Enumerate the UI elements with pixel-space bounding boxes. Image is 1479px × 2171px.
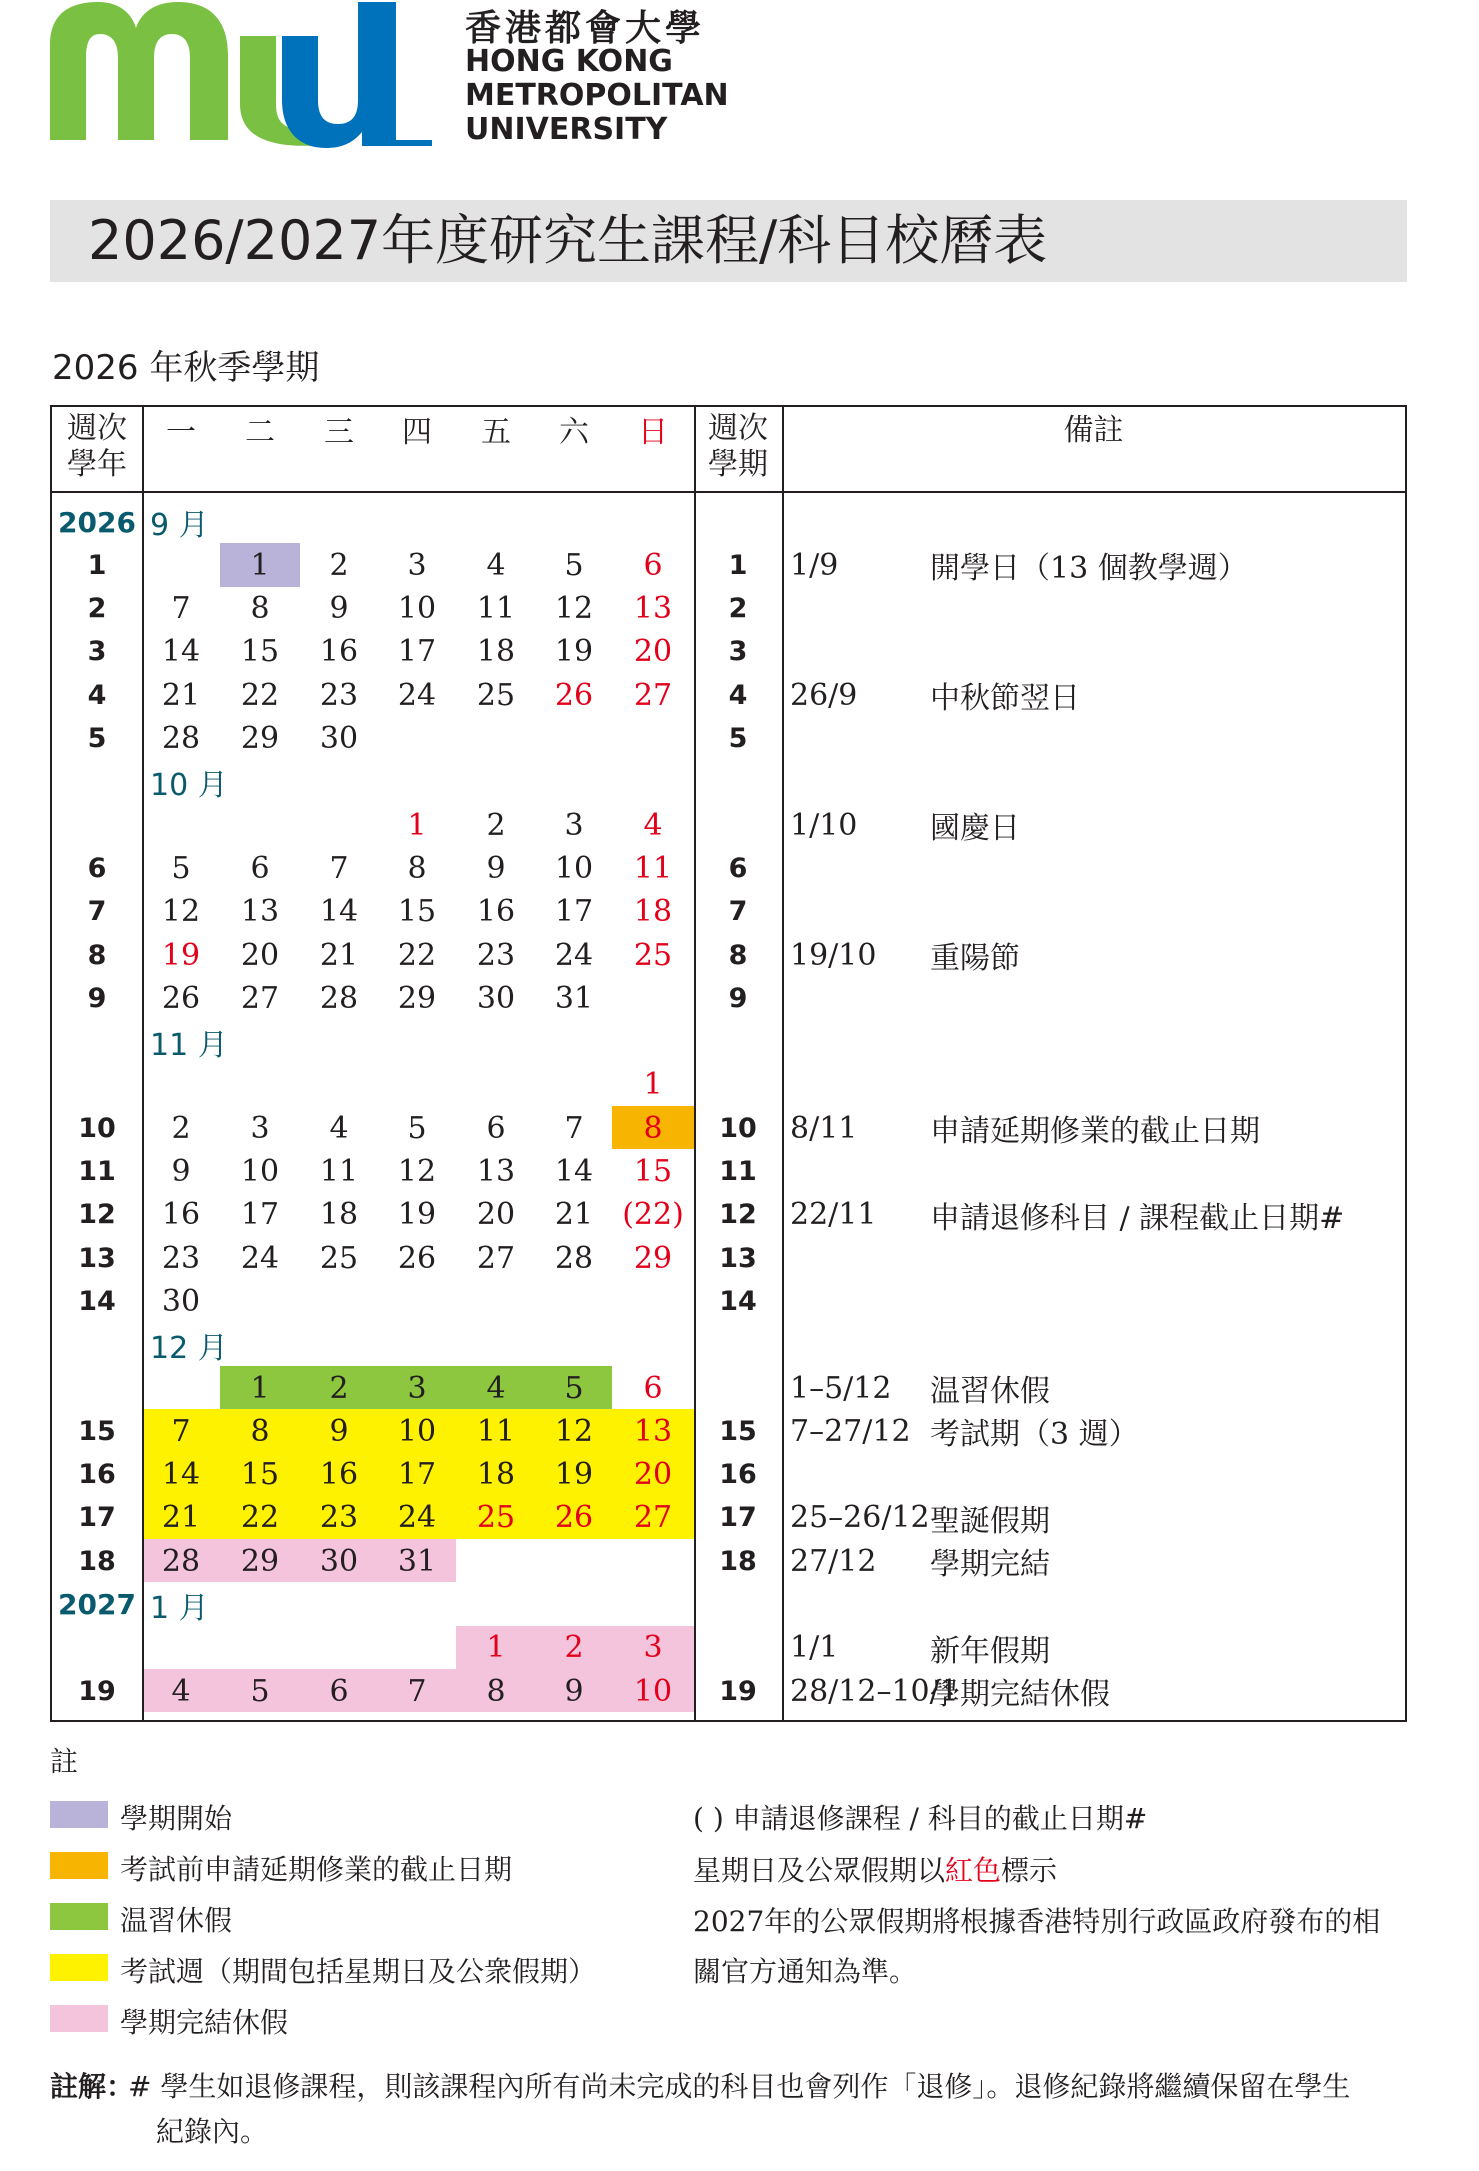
day-cell (300, 1628, 378, 1668)
day-cell: 27 (633, 1500, 673, 1536)
footnote-line1: # 學生如退修課程，則該課程內所有尚未完成的科目也會列作「退修」。退修紀錄將繼續保留在學生 (128, 2070, 1351, 2103)
day-cell (378, 719, 456, 759)
day-cell: 14 (319, 894, 359, 930)
day-cell: 8 (486, 1673, 506, 1709)
day-cell: 5 (171, 850, 191, 886)
notes-heading: 註 (50, 1745, 79, 1778)
week-of-term: 3 (728, 636, 748, 668)
day-cell: 7 (171, 1413, 191, 1449)
day-cell (536, 1065, 612, 1105)
day-cell (536, 1541, 612, 1581)
day-cell: 18 (633, 894, 673, 930)
remark-date: 1/9 (790, 547, 839, 583)
header-week-term-line1: 週次 (708, 411, 768, 446)
day-cell (220, 1281, 300, 1321)
header-week-year-line2: 學年 (67, 447, 127, 482)
week-of-year (52, 805, 142, 845)
remark-text: 温習休假 (930, 1374, 1050, 1409)
day-cell: 21 (319, 937, 359, 973)
day-cell: 17 (397, 1457, 437, 1493)
legend-swatch (50, 1852, 108, 1879)
day-cell: 25 (476, 1500, 516, 1536)
remark-date: 27/12 (790, 1543, 877, 1579)
day-cell: 1 (407, 807, 427, 843)
legend-swatch (50, 2005, 108, 2032)
day-cell: 25 (319, 1240, 359, 1276)
day-cell: 3 (564, 807, 584, 843)
remark-date: 22/11 (790, 1197, 877, 1233)
week-of-term: 13 (719, 1242, 757, 1274)
document-title: 2026/2027年度研究生課程/科目校曆表 (88, 209, 1048, 272)
legend-label: 考試週（期間包括星期日及公衆假期） (120, 1955, 597, 1988)
week-of-year: 2 (87, 593, 107, 625)
day-cell: 1 (486, 1630, 506, 1666)
day-cell: 29 (397, 980, 437, 1016)
week-of-year: 16 (78, 1459, 116, 1491)
day-cell: 19 (397, 1197, 437, 1233)
day-cell: 24 (240, 1240, 280, 1276)
day-cell: 22 (397, 937, 437, 973)
day-cell: 3 (250, 1110, 270, 1146)
day-cell (456, 1541, 536, 1581)
day-cell: (22) (622, 1197, 684, 1233)
day-cell: 7 (564, 1110, 584, 1146)
week-of-year: 5 (87, 723, 107, 754)
day-cell: 11 (319, 1154, 359, 1189)
day-cell: 29 (240, 721, 280, 756)
day-cell: 2 (329, 547, 349, 583)
day-cell: 21 (554, 1197, 594, 1233)
day-cell: 8 (407, 850, 427, 886)
week-of-year: 18 (78, 1545, 116, 1577)
day-cell: 24 (554, 937, 594, 973)
holiday-note-line1: 2027年的公眾假期將根據香港特別行政區政府發布的相 (693, 1905, 1381, 1938)
month-label: 12 月 (150, 1330, 228, 1366)
day-cell: 8 (250, 591, 270, 627)
day-cell: 5 (564, 1370, 584, 1406)
day-cell: 1 (250, 547, 270, 583)
week-of-term: 1 (728, 549, 748, 581)
day-cell: 13 (476, 1154, 516, 1189)
header-day-1: 一 (166, 415, 196, 450)
week-of-term: 15 (719, 1415, 757, 1447)
day-cell: 25 (633, 937, 673, 973)
week-of-term: 6 (728, 852, 748, 884)
day-cell: 5 (407, 1110, 427, 1146)
day-cell: 30 (319, 721, 359, 756)
remark-date: 1/1 (790, 1630, 839, 1666)
day-cell: 28 (161, 1543, 201, 1579)
day-cell: 21 (161, 677, 201, 713)
week-of-term: 11 (719, 1156, 757, 1187)
week-of-year (52, 1065, 142, 1105)
day-cell: 20 (240, 937, 280, 973)
remark-date: 1/10 (790, 807, 858, 843)
day-cell: 14 (161, 634, 201, 670)
day-cell (612, 719, 694, 759)
day-cell (300, 805, 378, 845)
week-of-year: 19 (78, 1675, 116, 1707)
holiday-note-line2: 關官方通知為準。 (693, 1955, 918, 1988)
remark-text: 學期完結 (930, 1547, 1050, 1583)
day-cell: 2 (564, 1630, 584, 1666)
week-of-term: 12 (719, 1199, 757, 1231)
legend-label: 學期開始 (120, 1802, 233, 1835)
day-cell: 10 (240, 1154, 280, 1189)
day-cell: 2 (486, 807, 506, 843)
university-name-en-1: HONG KONG (465, 44, 673, 79)
remark-date: 1–5/12 (790, 1370, 892, 1406)
day-cell: 29 (240, 1543, 280, 1579)
legend-label: 考試前申請延期修業的截止日期 (120, 1853, 513, 1886)
legend-swatch (50, 1903, 108, 1930)
header-day-7: 日 (638, 415, 668, 450)
remark-date: 7–27/12 (790, 1413, 911, 1449)
day-cell (456, 1281, 536, 1321)
header-week-term-line2: 學期 (708, 447, 768, 482)
red-note-c: 標示 (1001, 1854, 1058, 1887)
day-cell: 3 (407, 1370, 427, 1406)
month-label: 1 月 (150, 1590, 209, 1626)
day-cell (300, 1065, 378, 1105)
day-cell: 4 (643, 807, 663, 843)
day-cell: 25 (476, 677, 516, 713)
day-cell: 28 (319, 980, 359, 1016)
day-cell: 30 (161, 1283, 201, 1319)
day-cell (612, 1541, 694, 1581)
remark-date: 8/11 (790, 1110, 858, 1146)
day-cell: 26 (554, 1500, 594, 1536)
day-cell: 11 (476, 1413, 516, 1449)
red-note-b: 紅色 (945, 1854, 1002, 1887)
day-cell: 27 (476, 1240, 516, 1276)
week-of-year: 1 (87, 549, 107, 581)
week-of-term (694, 1628, 782, 1668)
header-day-6: 六 (559, 415, 589, 450)
day-cell: 3 (407, 547, 427, 583)
red-note-a: 星期日及公眾假期以 (693, 1854, 946, 1887)
remark-date: 19/10 (790, 937, 877, 973)
remark-text: 聖誕假期 (930, 1503, 1050, 1539)
header-week-year (52, 411, 142, 483)
day-cell (378, 1281, 456, 1321)
week-of-term (694, 1368, 782, 1408)
day-cell: 9 (564, 1673, 584, 1709)
week-of-year: 4 (87, 679, 107, 711)
day-cell: 13 (240, 894, 280, 930)
day-cell: 24 (397, 1500, 437, 1536)
day-cell: 23 (319, 677, 359, 713)
day-cell: 16 (476, 894, 516, 930)
day-cell (536, 719, 612, 759)
header-week-term (694, 411, 782, 483)
week-of-term: 8 (728, 939, 748, 971)
legend-swatch (50, 1954, 108, 1981)
university-name-en-2: METROPOLITAN (465, 78, 729, 113)
day-cell: 17 (554, 894, 594, 930)
day-cell (142, 545, 220, 585)
day-cell: 23 (319, 1500, 359, 1536)
day-cell: 22 (240, 677, 280, 713)
day-cell: 28 (161, 721, 201, 756)
day-cell: 7 (329, 850, 349, 886)
header-week-year-line1: 週次 (67, 411, 127, 446)
week-of-year: 11 (78, 1156, 116, 1187)
header-day-2: 二 (245, 415, 275, 450)
day-cell: 11 (476, 591, 516, 627)
week-of-term: 4 (728, 679, 748, 711)
day-cell (378, 1065, 456, 1105)
day-cell: 18 (476, 634, 516, 670)
week-of-year: 12 (78, 1199, 116, 1231)
header-day-3: 三 (324, 415, 354, 450)
day-cell: 24 (397, 677, 437, 713)
day-cell: 4 (486, 547, 506, 583)
university-name-zh: 香港都會大學 (465, 8, 706, 49)
header-day-5: 五 (481, 415, 511, 450)
day-cell: 15 (240, 1457, 280, 1493)
day-cell (220, 805, 300, 845)
week-of-term: 2 (728, 593, 748, 625)
remark-text: 學期完結休假 (930, 1677, 1110, 1713)
week-of-term (694, 1065, 782, 1105)
remark-text: 申請退修科目 / 課程截止日期# (930, 1200, 1345, 1236)
week-of-term: 10 (719, 1112, 757, 1144)
week-of-term: 9 (728, 982, 748, 1014)
day-cell: 20 (476, 1197, 516, 1233)
day-cell: 12 (554, 1413, 594, 1449)
day-cell: 19 (554, 634, 594, 670)
week-of-term: 7 (728, 896, 748, 928)
day-cell: 6 (250, 850, 270, 886)
day-cell: 2 (171, 1110, 191, 1146)
day-cell: 5 (250, 1673, 270, 1709)
day-cell (612, 1281, 694, 1321)
day-cell: 13 (633, 591, 673, 627)
title-bar (50, 200, 1407, 282)
week-of-year: 6 (87, 852, 107, 884)
week-of-year (52, 1628, 142, 1668)
calendar-table (50, 405, 1407, 1722)
day-cell: 10 (397, 1413, 437, 1449)
day-cell: 5 (564, 547, 584, 583)
day-cell: 26 (397, 1240, 437, 1276)
day-cell: 28 (554, 1240, 594, 1276)
remark-text: 重陽節 (930, 941, 1020, 976)
day-cell: 12 (554, 591, 594, 627)
day-cell: 18 (319, 1197, 359, 1233)
week-of-year: 13 (78, 1242, 116, 1274)
day-cell: 12 (397, 1154, 437, 1189)
month-label: 9 月 (150, 508, 209, 543)
day-cell (220, 1065, 300, 1105)
day-cell: 2 (329, 1370, 349, 1406)
day-cell: 20 (633, 634, 673, 670)
day-cell: 10 (397, 591, 437, 627)
day-cell (456, 1065, 536, 1105)
day-cell: 6 (643, 1370, 663, 1406)
day-cell: 17 (397, 634, 437, 670)
day-cell (142, 805, 220, 845)
day-cell (142, 1368, 220, 1408)
day-cell: 6 (643, 547, 663, 583)
day-cell: 27 (240, 980, 280, 1016)
week-of-year: 9 (87, 982, 107, 1014)
day-cell: 9 (486, 850, 506, 886)
day-cell (142, 1065, 220, 1105)
week-of-year: 8 (87, 939, 107, 971)
day-cell: 20 (633, 1457, 673, 1493)
day-cell: 15 (633, 1154, 673, 1189)
paren-note: ( ) 申請退修課程 / 科目的截止日期# (693, 1802, 1148, 1835)
day-cell: 10 (633, 1673, 673, 1709)
remark-text: 開學日（13 個教學週） (930, 551, 1248, 587)
day-cell: 4 (329, 1110, 349, 1146)
day-cell: 8 (643, 1110, 663, 1146)
day-cell: 11 (633, 850, 673, 886)
day-cell: 9 (329, 1413, 349, 1449)
university-logo (50, 0, 729, 150)
footnote-label: 註解： (50, 2070, 135, 2103)
day-cell: 16 (319, 634, 359, 670)
week-of-term: 19 (719, 1675, 757, 1707)
day-cell: 1 (250, 1370, 270, 1406)
day-cell: 30 (476, 980, 516, 1016)
legend-swatch (50, 1801, 108, 1828)
day-cell: 3 (643, 1630, 663, 1666)
day-cell (536, 1281, 612, 1321)
week-of-term: 14 (719, 1285, 757, 1317)
day-cell (220, 1628, 300, 1668)
day-cell: 19 (554, 1457, 594, 1493)
day-cell: 4 (486, 1370, 506, 1406)
year-label: 2027 (58, 1588, 136, 1621)
day-cell: 8 (250, 1413, 270, 1449)
university-name-en-3: UNIVERSITY (465, 112, 668, 147)
day-cell (378, 1628, 456, 1668)
day-cell (612, 978, 694, 1018)
day-cell: 10 (554, 850, 594, 886)
day-cell: 9 (171, 1154, 191, 1189)
mu-logo-mark (50, 0, 450, 150)
day-cell: 30 (319, 1543, 359, 1579)
day-cell: 22 (240, 1500, 280, 1536)
remark-text: 新年假期 (930, 1633, 1050, 1669)
week-of-term: 18 (719, 1545, 757, 1577)
week-of-year: 10 (78, 1112, 116, 1144)
day-cell: 31 (554, 980, 594, 1016)
day-cell: 16 (319, 1457, 359, 1493)
day-cell: 15 (397, 894, 437, 930)
red-color-note (693, 1849, 1057, 1889)
day-cell: 31 (397, 1543, 437, 1579)
week-of-year: 15 (78, 1415, 116, 1447)
legend-label: 學期完結休假 (120, 2006, 289, 2039)
month-label: 11 月 (150, 1027, 228, 1063)
day-cell: 27 (633, 677, 673, 713)
day-cell: 1 (643, 1067, 663, 1103)
week-of-year: 3 (87, 636, 107, 668)
day-cell: 12 (161, 894, 201, 930)
day-cell: 7 (171, 591, 191, 627)
term-title: 2026 年秋季學期 (52, 348, 320, 388)
day-cell: 21 (161, 1500, 201, 1536)
day-cell: 15 (240, 634, 280, 670)
day-cell: 13 (633, 1413, 673, 1449)
remark-date: 26/9 (790, 677, 858, 713)
day-cell: 16 (161, 1197, 201, 1233)
day-cell: 26 (554, 677, 594, 713)
legend-label: 温習休假 (120, 1904, 233, 1937)
day-cell: 6 (329, 1673, 349, 1709)
remark-text: 考試期（3 週） (930, 1417, 1139, 1453)
month-label: 10 月 (150, 767, 228, 803)
day-cell: 23 (161, 1240, 201, 1276)
week-of-year: 17 (78, 1502, 116, 1534)
remark-date: 25–26/12 (790, 1500, 930, 1536)
week-of-term (694, 805, 782, 845)
header-remarks: 備註 (1063, 413, 1124, 448)
day-cell: 14 (554, 1154, 594, 1189)
day-cell: 26 (161, 980, 201, 1016)
day-cell: 18 (476, 1457, 516, 1493)
week-of-term: 5 (728, 723, 748, 754)
day-cell: 4 (171, 1673, 191, 1709)
week-of-term: 16 (719, 1459, 757, 1491)
week-of-term: 17 (719, 1502, 757, 1534)
week-of-year (52, 1368, 142, 1408)
week-of-year: 14 (78, 1285, 116, 1317)
day-cell: 9 (329, 591, 349, 627)
remark-text: 中秋節翌日 (930, 681, 1080, 717)
day-cell: 17 (240, 1197, 280, 1233)
day-cell: 7 (407, 1673, 427, 1709)
year-label: 2026 (58, 505, 136, 539)
day-cell: 6 (486, 1110, 506, 1146)
day-cell: 23 (476, 937, 516, 973)
day-cell: 29 (633, 1240, 673, 1276)
day-cell (456, 719, 536, 759)
remark-date: 28/12–10/1 (790, 1673, 959, 1709)
remark-text: 國慶日 (930, 811, 1020, 847)
remark-text: 申請延期修業的截止日期 (930, 1114, 1260, 1150)
day-cell (300, 1281, 378, 1321)
week-of-year: 7 (87, 896, 107, 928)
header-day-4: 四 (402, 415, 432, 450)
footnote-line2: 紀錄內。 (156, 2115, 269, 2148)
day-cell (142, 1628, 220, 1668)
day-cell: 14 (161, 1457, 201, 1493)
day-cell: 19 (161, 937, 201, 973)
